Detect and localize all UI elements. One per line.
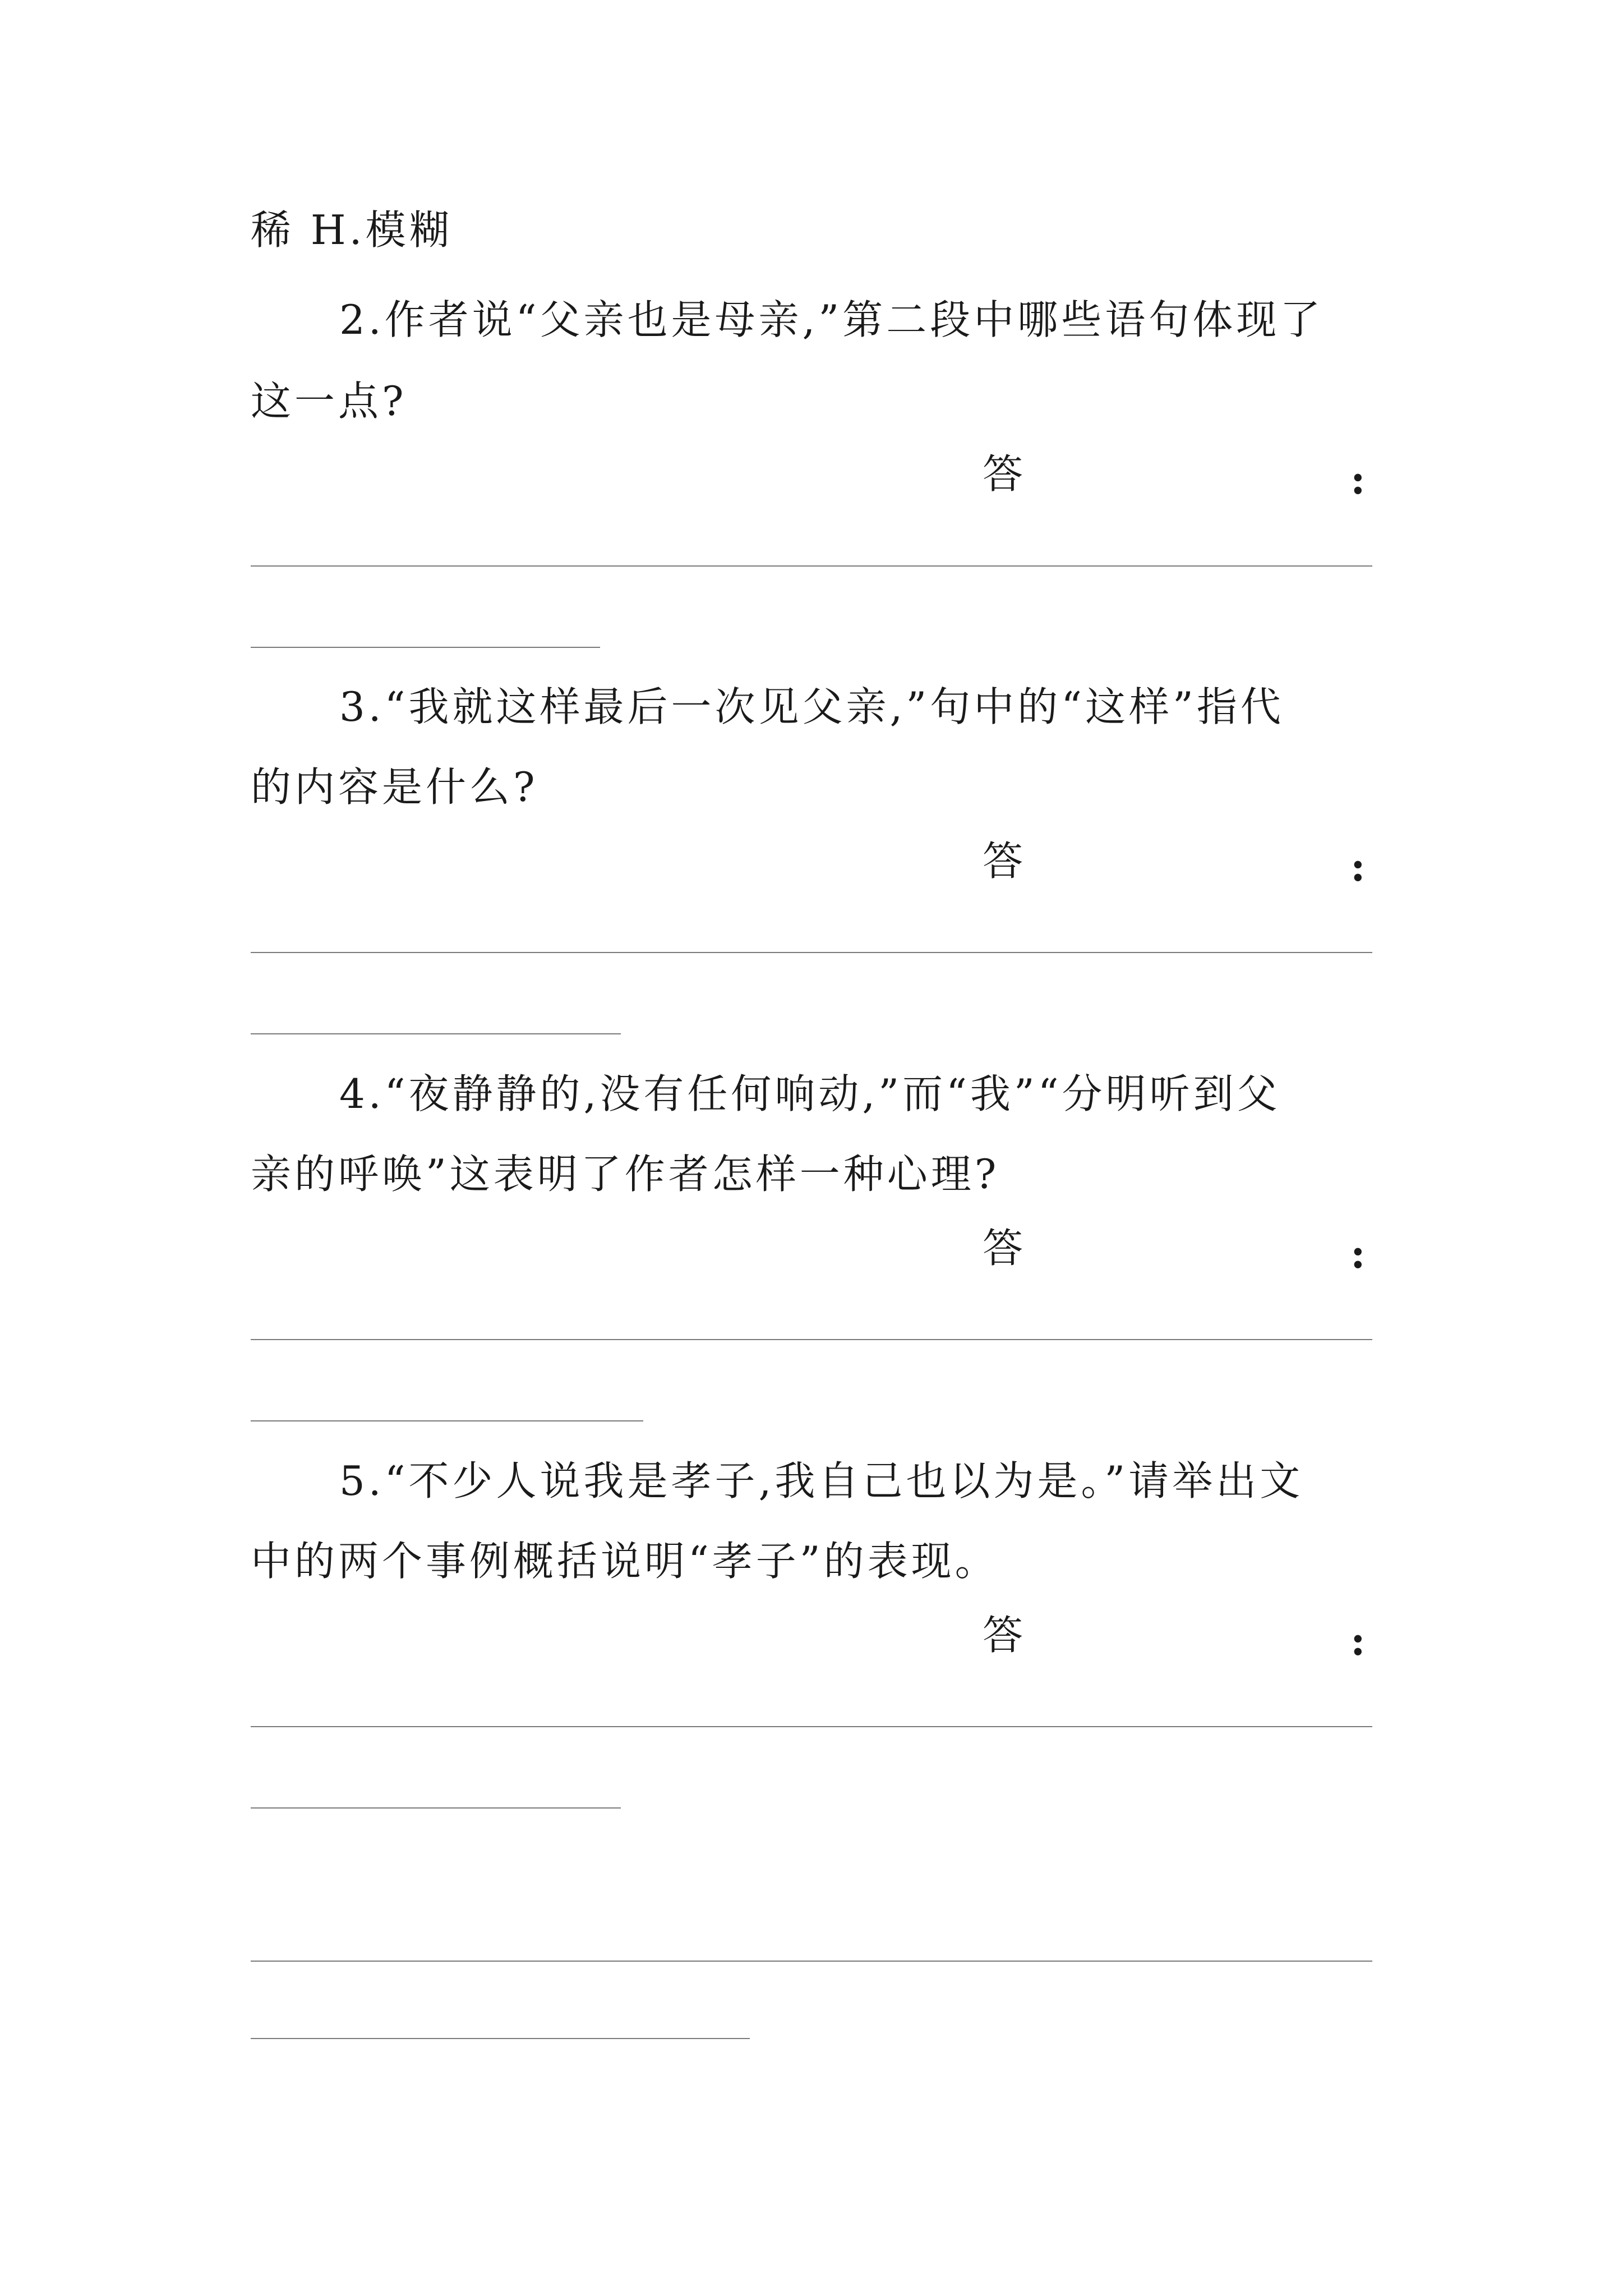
question-text-line-2: 这一点?: [251, 378, 407, 425]
answer-line[interactable]: [251, 1033, 621, 1034]
answer-line[interactable]: [251, 1961, 1372, 1962]
question-text-line-1: 5.“不少人说我是孝子,我自己也以为是。”请举出文: [339, 1457, 1304, 1504]
question-text-line-1: 4.“夜静静的,没有任何响动,”而“我”“分明听到父: [339, 1070, 1281, 1117]
answer-line[interactable]: [251, 647, 600, 648]
answer-line[interactable]: [251, 2038, 750, 2039]
answer-label: 答: [983, 450, 1023, 498]
answer-label: 答: [983, 1225, 1023, 1272]
question-text-line-2: 的内容是什么?: [251, 763, 538, 811]
intro-fragment: 稀 H.模糊: [251, 206, 453, 254]
answer-label: 答: [983, 838, 1023, 885]
answer-colon: :: [1350, 455, 1366, 503]
question-text-line-1: 3.“我就这样最后一次见父亲,”句中的“这样”指代: [339, 683, 1284, 730]
answer-colon: :: [1350, 1617, 1366, 1664]
answer-colon: :: [1350, 1230, 1366, 1277]
answer-label: 答: [983, 1612, 1023, 1659]
answer-line[interactable]: [251, 1807, 621, 1809]
question-text-line-1: 2.作者说“父亲也是母亲,”第二段中哪些语句体现了: [339, 296, 1324, 343]
answer-colon: :: [1350, 843, 1366, 890]
answer-line[interactable]: [251, 1420, 643, 1421]
answer-line[interactable]: [251, 952, 1372, 953]
question-text-line-2: 中的两个事例概括说明“孝子”的表现。: [251, 1538, 999, 1585]
answer-line[interactable]: [251, 1339, 1372, 1340]
answer-line[interactable]: [251, 1726, 1372, 1727]
answer-line[interactable]: [251, 565, 1372, 567]
question-text-line-2: 亲的呼唤”这表明了作者怎样一种心理?: [251, 1151, 1000, 1198]
